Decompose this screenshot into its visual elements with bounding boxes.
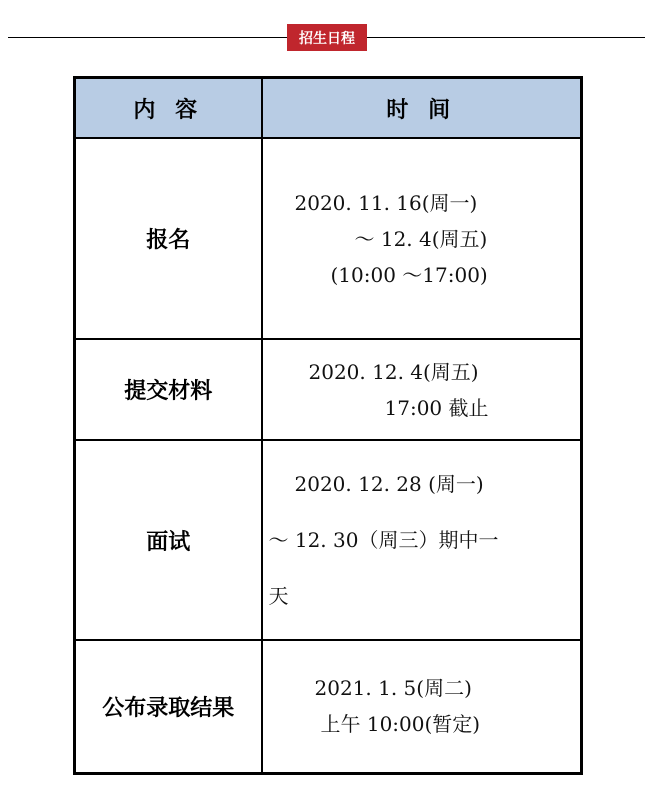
time-line: ～ 12. 4(周五)	[354, 226, 488, 251]
header-time: 时 间	[262, 78, 582, 139]
section-title-badge: 招生日程	[287, 24, 367, 51]
time-line: 2021. 1. 5(周二)	[314, 676, 472, 701]
table-row	[75, 339, 582, 440]
time-line: 17:00 截止	[384, 395, 489, 420]
time-line: 2020. 12. 28 (周一)	[294, 472, 484, 496]
row-label: 报名	[75, 138, 262, 339]
time-line: 天	[268, 584, 289, 608]
row-time	[262, 440, 582, 640]
row-label: 面试	[75, 440, 262, 640]
time-line: 2020. 12. 4(周五)	[308, 359, 479, 384]
time-line: ～ 12. 30（周三）期中一	[268, 528, 499, 552]
row-time	[262, 339, 582, 440]
row-time	[262, 138, 582, 339]
row-label: 提交材料	[75, 339, 262, 440]
table-row	[75, 440, 582, 640]
header-content: 内 容	[75, 78, 262, 139]
table-header-row	[75, 78, 582, 139]
table-row	[75, 138, 582, 339]
time-line: 2020. 11. 16(周一)	[294, 190, 478, 215]
table-row	[75, 640, 582, 773]
time-line: (10:00 ～17:00)	[330, 262, 488, 287]
time-line: 上午 10:00(暂定)	[320, 712, 481, 737]
row-label: 公布录取结果	[75, 640, 262, 773]
row-time	[262, 640, 582, 773]
schedule-table	[73, 76, 583, 775]
